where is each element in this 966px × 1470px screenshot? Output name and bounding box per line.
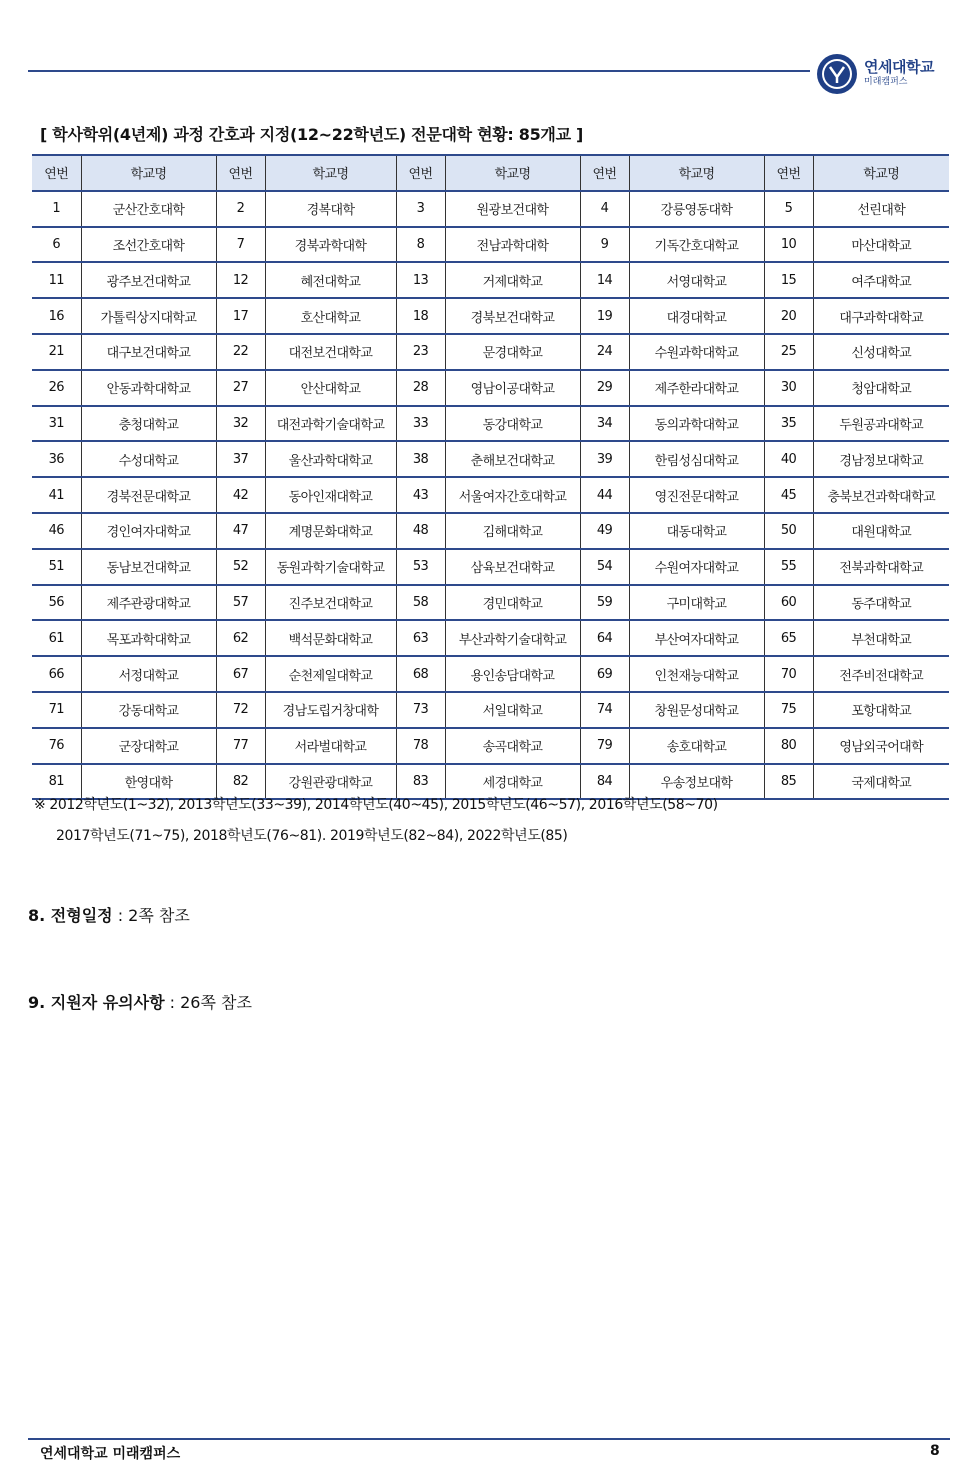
table-row: [32, 406, 949, 442]
page-number: 8: [930, 1443, 940, 1459]
logo-sub: 미래캠퍼스: [864, 77, 908, 88]
school-name: 충북보건과학대학교: [813, 477, 949, 513]
school-name: 경북보건대학교: [445, 298, 580, 334]
school-name: 충청대학교: [81, 406, 216, 442]
school-number: 85: [764, 764, 813, 800]
school-number: 9: [580, 227, 629, 263]
school-name: 구미대학교: [629, 585, 764, 621]
school-number: 7: [216, 227, 265, 263]
school-name: 울산과학대학교: [265, 441, 396, 477]
school-name: 대경대학교: [629, 298, 764, 334]
school-number: 37: [216, 441, 265, 477]
school-number: 45: [764, 477, 813, 513]
school-name: 문경대학교: [445, 334, 580, 370]
school-name: 대동대학교: [629, 513, 764, 549]
school-number: 64: [580, 620, 629, 656]
section-9: [28, 990, 252, 1013]
school-name: 거제대학교: [445, 262, 580, 298]
school-number: 43: [396, 477, 445, 513]
header-rule: [28, 70, 810, 72]
school-name: 경민대학교: [445, 585, 580, 621]
table-row: [32, 334, 949, 370]
school-name: 제주관광대학교: [81, 585, 216, 621]
school-name: 부산과학기술대학교: [445, 620, 580, 656]
table-row: [32, 549, 949, 585]
header-school-name: 학교명: [265, 155, 396, 191]
school-number: 24: [580, 334, 629, 370]
school-number: 52: [216, 549, 265, 585]
header-number: 연번: [216, 155, 265, 191]
school-number: 55: [764, 549, 813, 585]
school-name: 인천재능대학교: [629, 656, 764, 692]
school-name: 영남이공대학교: [445, 370, 580, 406]
school-name: 호산대학교: [265, 298, 396, 334]
school-number: 49: [580, 513, 629, 549]
school-number: 75: [764, 692, 813, 728]
school-number: 58: [396, 585, 445, 621]
school-number: 78: [396, 728, 445, 764]
school-name: 국제대학교: [813, 764, 949, 800]
school-name: 목포과학대학교: [81, 620, 216, 656]
header-school-name: 학교명: [445, 155, 580, 191]
school-table: [32, 154, 949, 800]
table-row: [32, 298, 949, 334]
school-number: 80: [764, 728, 813, 764]
school-number: 6: [32, 227, 81, 263]
school-name: 동주대학교: [813, 585, 949, 621]
school-number: 79: [580, 728, 629, 764]
table-row: [32, 191, 949, 227]
year-note-line-1: ※ 2012학년도(1~32), 2013학년도(33~39), 2014학년도(40~45), 2015학년도(46~57), 2016학년도(58~70): [34, 797, 718, 813]
school-number: 32: [216, 406, 265, 442]
school-name: 전남과학대학: [445, 227, 580, 263]
school-number: 47: [216, 513, 265, 549]
section-9-heading: 9. 지원자 유의사항: [28, 993, 165, 1012]
header-number: 연번: [32, 155, 81, 191]
school-number: 14: [580, 262, 629, 298]
school-name: 동아인재대학교: [265, 477, 396, 513]
school-number: 62: [216, 620, 265, 656]
school-number: 26: [32, 370, 81, 406]
school-number: 5: [764, 191, 813, 227]
school-number: 1: [32, 191, 81, 227]
school-number: 36: [32, 441, 81, 477]
school-name: 여주대학교: [813, 262, 949, 298]
table-row: [32, 513, 949, 549]
school-name: 안산대학교: [265, 370, 396, 406]
school-number: 10: [764, 227, 813, 263]
school-name: 수성대학교: [81, 441, 216, 477]
school-name: 동강대학교: [445, 406, 580, 442]
school-number: 12: [216, 262, 265, 298]
header-school-name: 학교명: [629, 155, 764, 191]
school-name: 서정대학교: [81, 656, 216, 692]
school-name: 부천대학교: [813, 620, 949, 656]
school-name: 강동대학교: [81, 692, 216, 728]
school-name: 한영대학: [81, 764, 216, 800]
school-number: 30: [764, 370, 813, 406]
school-number: 61: [32, 620, 81, 656]
school-name: 동원과학기술대학교: [265, 549, 396, 585]
school-name: 경인여자대학교: [81, 513, 216, 549]
school-number: 8: [396, 227, 445, 263]
table-row: [32, 728, 949, 764]
school-number: 25: [764, 334, 813, 370]
school-name: 전주비전대학교: [813, 656, 949, 692]
school-number: 48: [396, 513, 445, 549]
school-name: 가톨릭상지대학교: [81, 298, 216, 334]
school-name: 포항대학교: [813, 692, 949, 728]
school-number: 72: [216, 692, 265, 728]
school-number: 13: [396, 262, 445, 298]
table-row: [32, 692, 949, 728]
university-logo: [816, 50, 956, 98]
header-number: 연번: [396, 155, 445, 191]
school-number: 81: [32, 764, 81, 800]
year-note: [34, 790, 718, 852]
school-number: 50: [764, 513, 813, 549]
school-name: 선린대학: [813, 191, 949, 227]
school-name: 대구보건대학교: [81, 334, 216, 370]
school-number: 11: [32, 262, 81, 298]
school-name: 수원여자대학교: [629, 549, 764, 585]
school-number: 76: [32, 728, 81, 764]
school-name: 영남외국어대학: [813, 728, 949, 764]
school-name: 조선간호대학: [81, 227, 216, 263]
school-number: 82: [216, 764, 265, 800]
school-name: 부산여자대학교: [629, 620, 764, 656]
school-number: 3: [396, 191, 445, 227]
school-name: 송곡대학교: [445, 728, 580, 764]
school-number: 60: [764, 585, 813, 621]
header-number: 연번: [580, 155, 629, 191]
school-name: 대전보건대학교: [265, 334, 396, 370]
school-name: 수원과학대학교: [629, 334, 764, 370]
school-number: 39: [580, 441, 629, 477]
school-number: 71: [32, 692, 81, 728]
school-number: 33: [396, 406, 445, 442]
school-name: 서영대학교: [629, 262, 764, 298]
school-number: 51: [32, 549, 81, 585]
school-number: 53: [396, 549, 445, 585]
school-name: 대원대학교: [813, 513, 949, 549]
school-name: 용인송담대학교: [445, 656, 580, 692]
school-name: 계명문화대학교: [265, 513, 396, 549]
school-number: 28: [396, 370, 445, 406]
school-number: 44: [580, 477, 629, 513]
school-name: 기독간호대학교: [629, 227, 764, 263]
school-name: 동남보건대학교: [81, 549, 216, 585]
school-name: 창원문성대학교: [629, 692, 764, 728]
school-name: 대구과학대학교: [813, 298, 949, 334]
school-name: 송호대학교: [629, 728, 764, 764]
school-number: 29: [580, 370, 629, 406]
school-number: 56: [32, 585, 81, 621]
school-name: 대전과학기술대학교: [265, 406, 396, 442]
school-number: 46: [32, 513, 81, 549]
school-number: 65: [764, 620, 813, 656]
school-number: 16: [32, 298, 81, 334]
school-number: 66: [32, 656, 81, 692]
school-number: 2: [216, 191, 265, 227]
school-number: 69: [580, 656, 629, 692]
section-8-text: : 2쪽 참조: [112, 906, 190, 925]
table-row: [32, 585, 949, 621]
school-name: 전북과학대학교: [813, 549, 949, 585]
table-row: [32, 370, 949, 406]
school-number: 68: [396, 656, 445, 692]
school-name: 경남도립거창대학: [265, 692, 396, 728]
header-school-name: 학교명: [813, 155, 949, 191]
table-row: [32, 656, 949, 692]
school-number: 67: [216, 656, 265, 692]
school-name: 진주보건대학교: [265, 585, 396, 621]
school-number: 73: [396, 692, 445, 728]
school-number: 38: [396, 441, 445, 477]
school-name: 동의과학대학교: [629, 406, 764, 442]
school-name: 영진전문대학교: [629, 477, 764, 513]
section-8: [28, 903, 190, 926]
school-number: 17: [216, 298, 265, 334]
school-number: 40: [764, 441, 813, 477]
school-name: 순천제일대학교: [265, 656, 396, 692]
table-row: [32, 441, 949, 477]
school-number: 20: [764, 298, 813, 334]
university-seal-icon: [816, 53, 858, 95]
school-name: 광주보건대학교: [81, 262, 216, 298]
school-name: 삼육보건대학교: [445, 549, 580, 585]
school-number: 27: [216, 370, 265, 406]
footer-rule: [28, 1438, 950, 1440]
school-number: 21: [32, 334, 81, 370]
school-name: 경북전문대학교: [81, 477, 216, 513]
school-number: 83: [396, 764, 445, 800]
school-name: 서라벌대학교: [265, 728, 396, 764]
school-number: 19: [580, 298, 629, 334]
school-name: 세경대학교: [445, 764, 580, 800]
section-8-heading: 8. 전형일정: [28, 906, 113, 925]
school-number: 35: [764, 406, 813, 442]
school-name: 마산대학교: [813, 227, 949, 263]
school-number: 54: [580, 549, 629, 585]
school-number: 41: [32, 477, 81, 513]
school-name: 경북과학대학: [265, 227, 396, 263]
school-name: 군장대학교: [81, 728, 216, 764]
school-name: 안동과학대학교: [81, 370, 216, 406]
school-number: 34: [580, 406, 629, 442]
school-number: 18: [396, 298, 445, 334]
school-number: 42: [216, 477, 265, 513]
school-number: 59: [580, 585, 629, 621]
school-name: 경복대학: [265, 191, 396, 227]
table-row: [32, 477, 949, 513]
section-title: [ 학사학위(4년제) 과정 간호과 지정(12~22학년도) 전문대학 현황: 85개교 ]: [40, 125, 584, 144]
school-name: 강원관광대학교: [265, 764, 396, 800]
table-row: [32, 620, 949, 656]
footer-label: 연세대학교 미래캠퍼스: [40, 1446, 181, 1462]
school-name: 백석문화대학교: [265, 620, 396, 656]
year-note-line-2: 2017학년도(71~75), 2018학년도(76~81). 2019학년도(82~84), 2022학년도(85): [56, 828, 568, 844]
school-number: 15: [764, 262, 813, 298]
school-number: 63: [396, 620, 445, 656]
school-name: 청암대학교: [813, 370, 949, 406]
school-name: 서울여자간호대학교: [445, 477, 580, 513]
school-name: 원광보건대학: [445, 191, 580, 227]
section-9-text: : 26쪽 참조: [164, 993, 252, 1012]
school-name: 서일대학교: [445, 692, 580, 728]
school-number: 84: [580, 764, 629, 800]
school-name: 김해대학교: [445, 513, 580, 549]
table-row: [32, 227, 949, 263]
school-number: 4: [580, 191, 629, 227]
school-name: 춘해보건대학교: [445, 441, 580, 477]
table-row: [32, 262, 949, 298]
school-number: 31: [32, 406, 81, 442]
school-name: 두원공과대학교: [813, 406, 949, 442]
school-number: 70: [764, 656, 813, 692]
header-school-name: 학교명: [81, 155, 216, 191]
table-header-row: [32, 155, 949, 191]
school-name: 우송정보대학: [629, 764, 764, 800]
school-name: 경남정보대학교: [813, 441, 949, 477]
school-name: 혜전대학교: [265, 262, 396, 298]
school-name: 강릉영동대학: [629, 191, 764, 227]
school-number: 22: [216, 334, 265, 370]
school-name: 한림성심대학교: [629, 441, 764, 477]
school-number: 77: [216, 728, 265, 764]
header-number: 연번: [764, 155, 813, 191]
school-number: 74: [580, 692, 629, 728]
school-name: 제주한라대학교: [629, 370, 764, 406]
school-name: 신성대학교: [813, 334, 949, 370]
school-number: 57: [216, 585, 265, 621]
school-name: 군산간호대학: [81, 191, 216, 227]
logo-name: 연세대학교: [864, 58, 934, 77]
school-number: 23: [396, 334, 445, 370]
